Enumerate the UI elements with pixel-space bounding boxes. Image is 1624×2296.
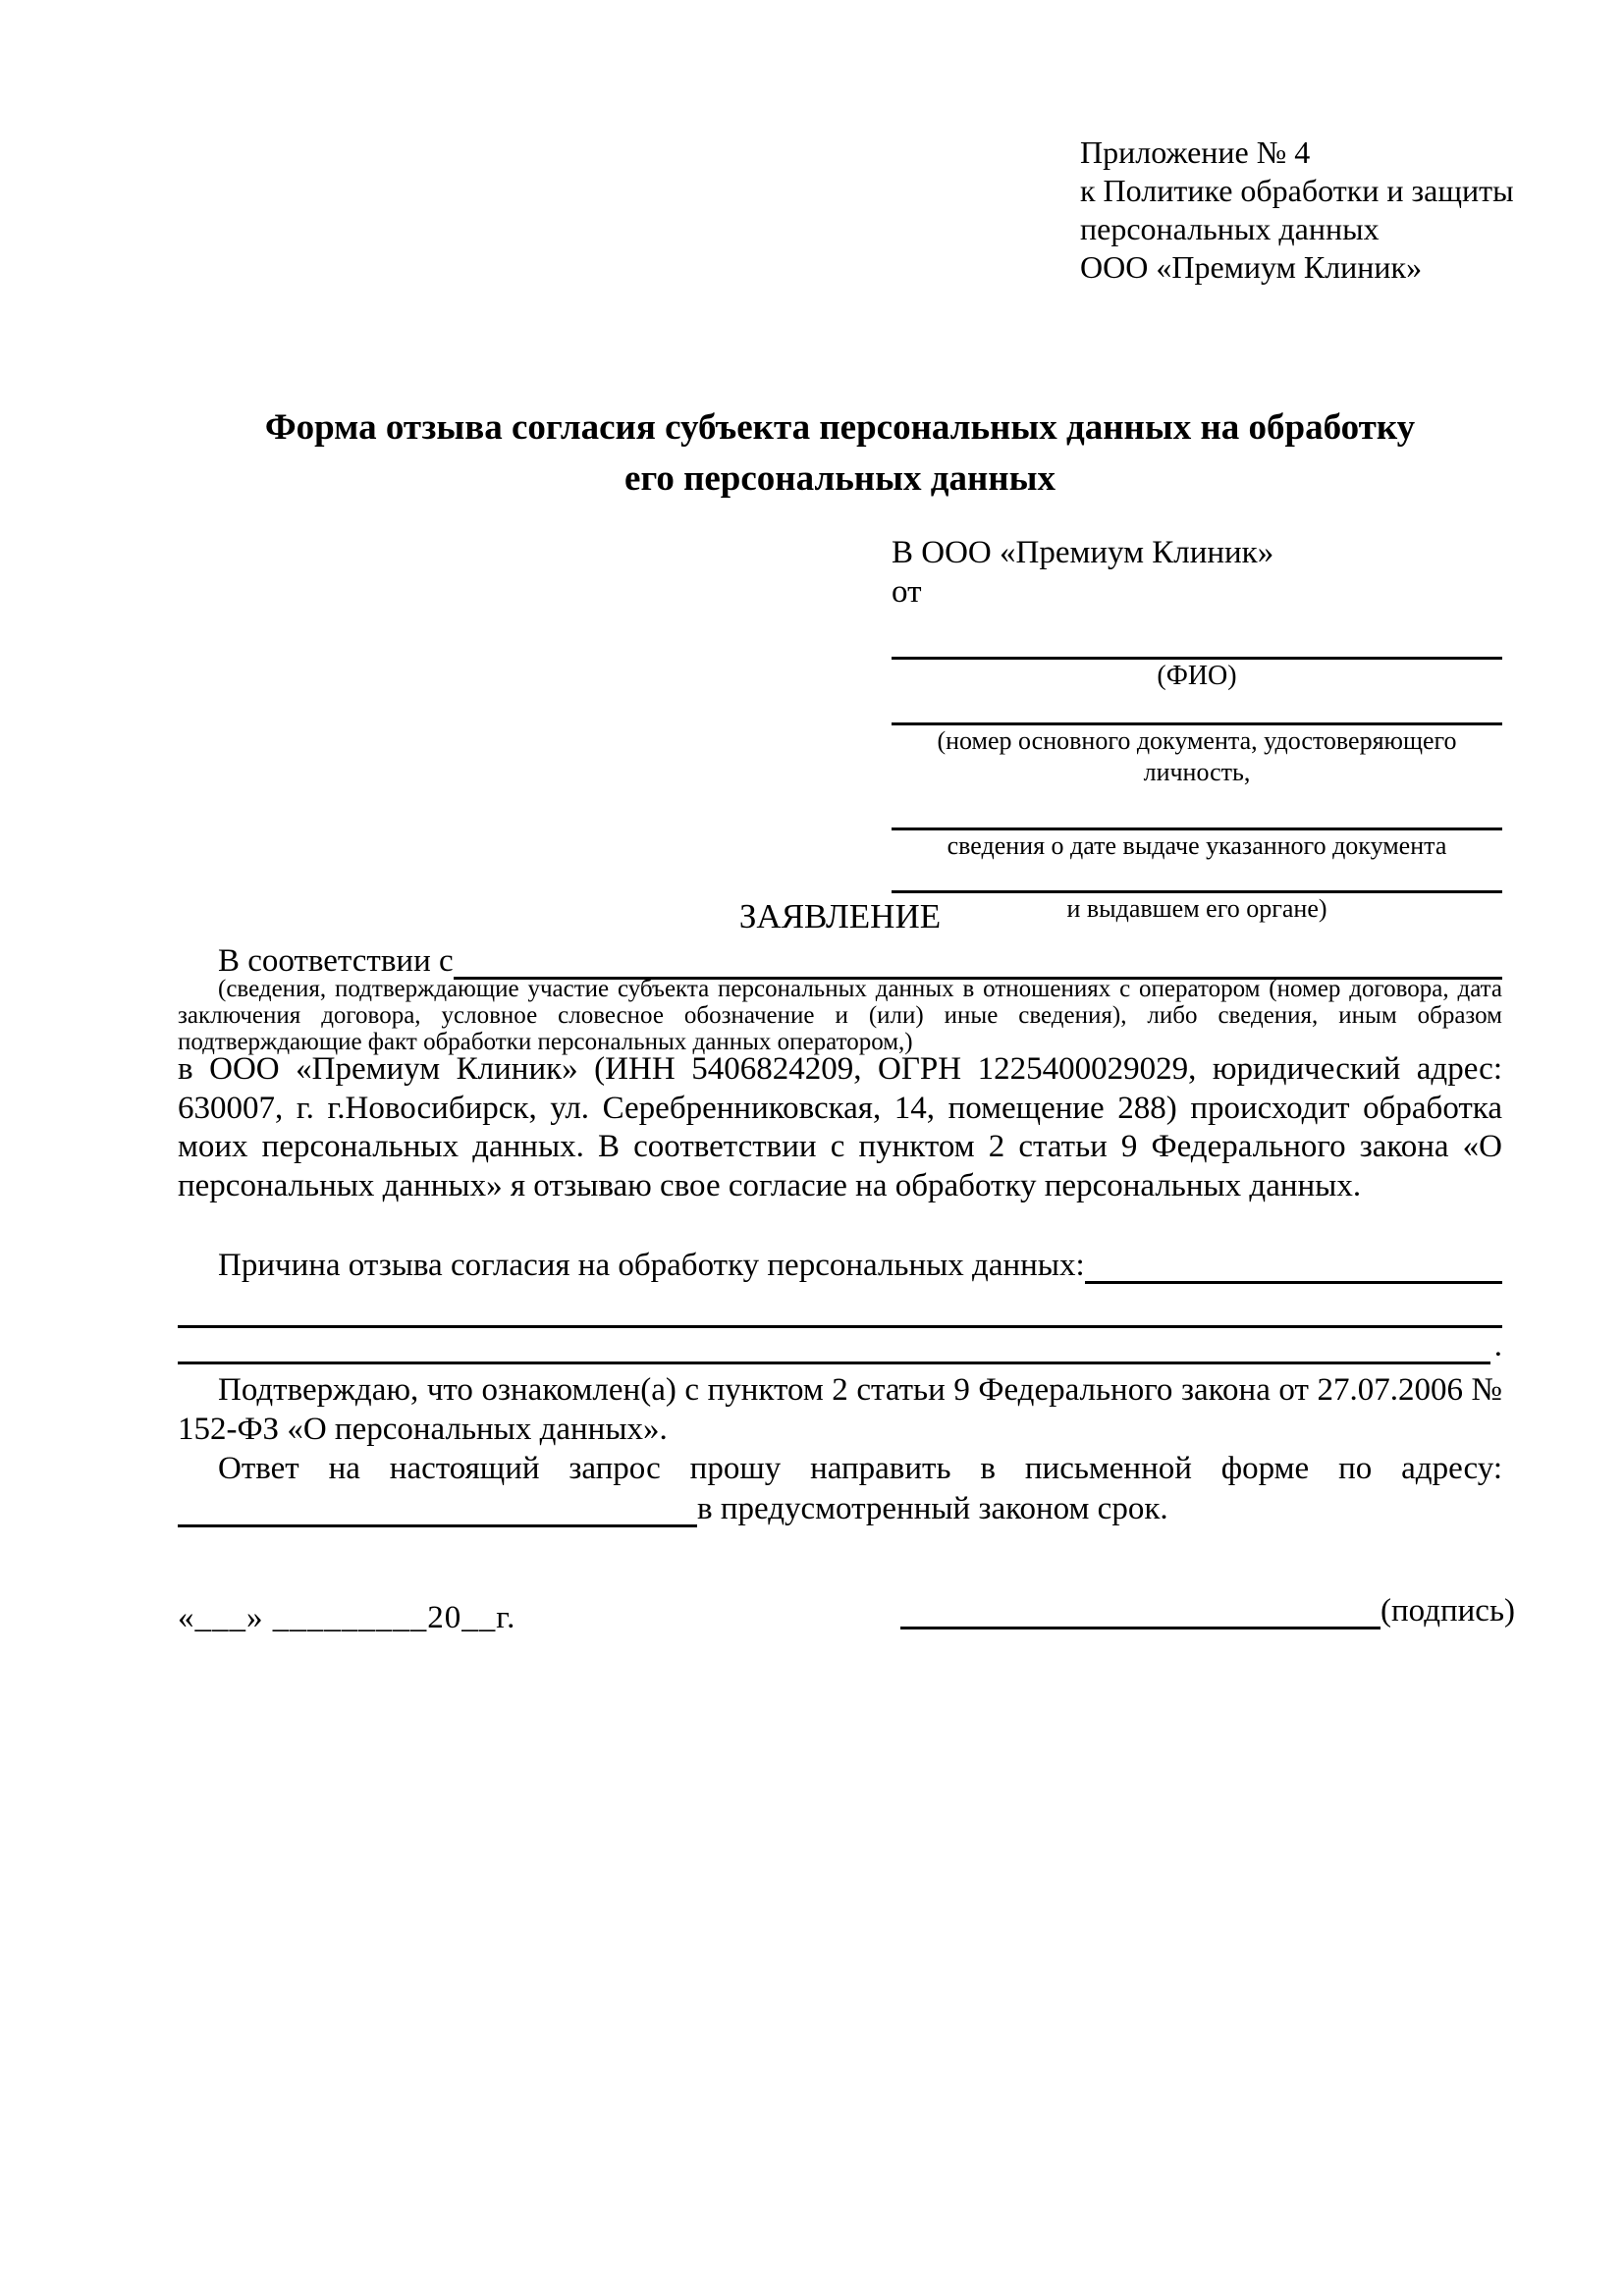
appendix-line: Приложение № 4 xyxy=(1080,134,1311,170)
confirmation-paragraph: Подтверждаю, что ознакомлен(а) с пунктом 2 статьи 9 Федерального закона от 27.07.2006 № 152-ФЗ «О персональных данных». xyxy=(178,1372,1502,1447)
appendix-line: к Политике обработки и защиты xyxy=(1080,173,1514,208)
signature-caption: (подпись) xyxy=(1380,1593,1515,1629)
intro-footnote: (сведения, подтверждающие участие субъекта персональных данных в отношениях с оператором (номер договора, дата заключения договора, условное словесное обозначение и (или) иные сведения), либо сведения, иным образом подтверждающие факт обработки персональных данных оператором,) xyxy=(178,976,1502,1055)
reason-blank-line xyxy=(1085,1244,1502,1284)
appendix-note xyxy=(1080,133,1514,287)
blank-line-period: . xyxy=(1493,1328,1502,1363)
intro-blank-line xyxy=(454,941,1502,980)
appendix-line: ООО «Премиум Клиник» xyxy=(1080,249,1423,285)
addressee-from-label: от xyxy=(892,574,922,610)
document-title-line: его персональных данных xyxy=(624,458,1056,499)
intro-prefix: В соответствии с xyxy=(218,943,454,979)
appendix-line: персональных данных xyxy=(1080,211,1380,246)
reply-address-line: Ответ на настоящий запрос прошу направить в письменной форме по адресу: xyxy=(218,1451,1502,1486)
document-number-caption: (номер основного документа, удостоверяющего личность, xyxy=(937,726,1457,786)
reason-blank-line-3-rule xyxy=(178,1328,1490,1364)
reason-line xyxy=(178,1243,1502,1284)
reply-address-blank-row xyxy=(178,1490,1502,1527)
reason-blank-line-3 xyxy=(178,1327,1502,1364)
signature-row xyxy=(900,1593,1515,1629)
statement-body: в ООО «Премиум Клиник» (ИНН 5406824209, ОГРН 1225400029029, юридический адрес: 630007, г. г.Новосибирск, ул. Серебренниковская, 14, помещение 288) происходит обработка моих персональных данных. В соответствии с пунктом 2 статьи 9 Федерального закона «О персональных данных» я отзываю свое согласие на обработку персональных данных. xyxy=(178,1051,1502,1203)
intro-line xyxy=(178,940,1502,980)
addressee-block xyxy=(892,533,1502,925)
reason-label: Причина отзыва согласия на обработку персональных данных: xyxy=(218,1248,1085,1283)
reply-address-blank-line xyxy=(178,1491,697,1527)
document-title-line: Форма отзыва согласия субъекта персональных данных на обработку xyxy=(264,407,1416,448)
issuing-authority-caption: и выдавшем его органе) xyxy=(1066,894,1327,923)
document-title xyxy=(178,402,1502,505)
statement-heading: ЗАЯВЛЕНИЕ xyxy=(738,897,942,935)
addressee-to: В ООО «Премиум Клиник» xyxy=(892,535,1274,570)
fio-caption: (ФИО) xyxy=(1157,661,1237,691)
issue-date-caption: сведения о дате выдаче указанного документа xyxy=(947,831,1447,860)
reply-suffix: в предусмотренный законом срок. xyxy=(697,1491,1168,1526)
date-blank: «___» _________20__г. xyxy=(178,1600,516,1635)
signature-blank-line xyxy=(900,1597,1380,1629)
